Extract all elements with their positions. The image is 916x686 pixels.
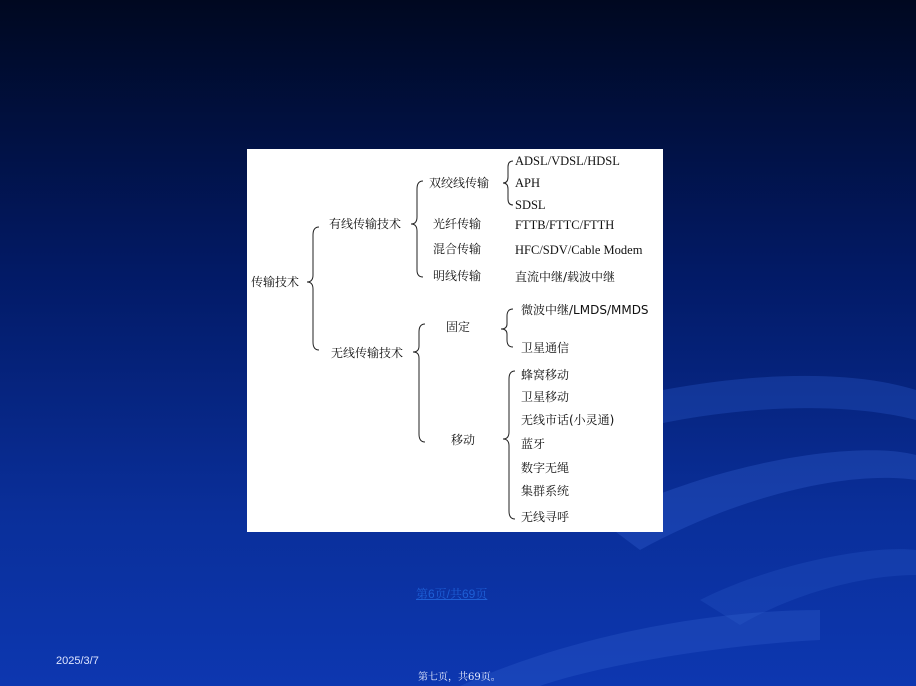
mobile-label: 移动 xyxy=(451,433,476,447)
wired-brace xyxy=(411,181,423,277)
wireless-label: 无线传输技术 xyxy=(331,346,404,360)
slide-date: 2025/3/7 xyxy=(56,655,99,667)
mobile-item: 无线寻呼 xyxy=(521,510,570,524)
hybrid-label: 混合传输 xyxy=(433,242,482,256)
wireless-brace xyxy=(413,324,425,442)
twisted-pair-brace xyxy=(503,161,513,205)
slide-footer: 第七页，共69页。 xyxy=(418,672,501,683)
mobile-item: 数字无绳 xyxy=(521,461,570,475)
mobile-item: 无线市话(小灵通) xyxy=(521,413,615,427)
twisted-pair-label: 双绞线传输 xyxy=(429,176,490,190)
fixed-brace xyxy=(501,309,513,347)
mobile-item: 集群系统 xyxy=(521,484,570,498)
mobile-item: 蜂窝移动 xyxy=(521,368,570,382)
root-brace xyxy=(307,227,319,350)
twisted-pair-item: SDSL xyxy=(515,198,546,212)
fiber-value: FTTB/FTTC/FTTH xyxy=(515,218,615,232)
open-wire-value: 直流中继/载波中继 xyxy=(515,270,616,284)
mobile-item: 蓝牙 xyxy=(521,437,546,451)
open-wire-label: 明线传输 xyxy=(433,269,482,283)
transmission-tech-diagram xyxy=(247,149,663,532)
hybrid-value: HFC/SDV/Cable Modem xyxy=(515,243,643,257)
mobile-brace xyxy=(503,371,515,519)
fiber-label: 光纤传输 xyxy=(433,217,482,231)
root-label: 传输技术 xyxy=(251,275,300,289)
fixed-label: 固定 xyxy=(446,320,471,334)
fixed-item: 微波中继/LMDS/MMDS xyxy=(521,303,649,317)
wired-label: 有线传输技术 xyxy=(329,217,402,231)
fixed-item: 卫星通信 xyxy=(521,341,570,355)
mobile-item: 卫星移动 xyxy=(521,390,570,404)
twisted-pair-item: APH xyxy=(515,176,541,190)
page-number-link[interactable]: 第6页/共69页 xyxy=(416,587,488,601)
twisted-pair-item: ADSL/VDSL/HDSL xyxy=(515,154,620,168)
